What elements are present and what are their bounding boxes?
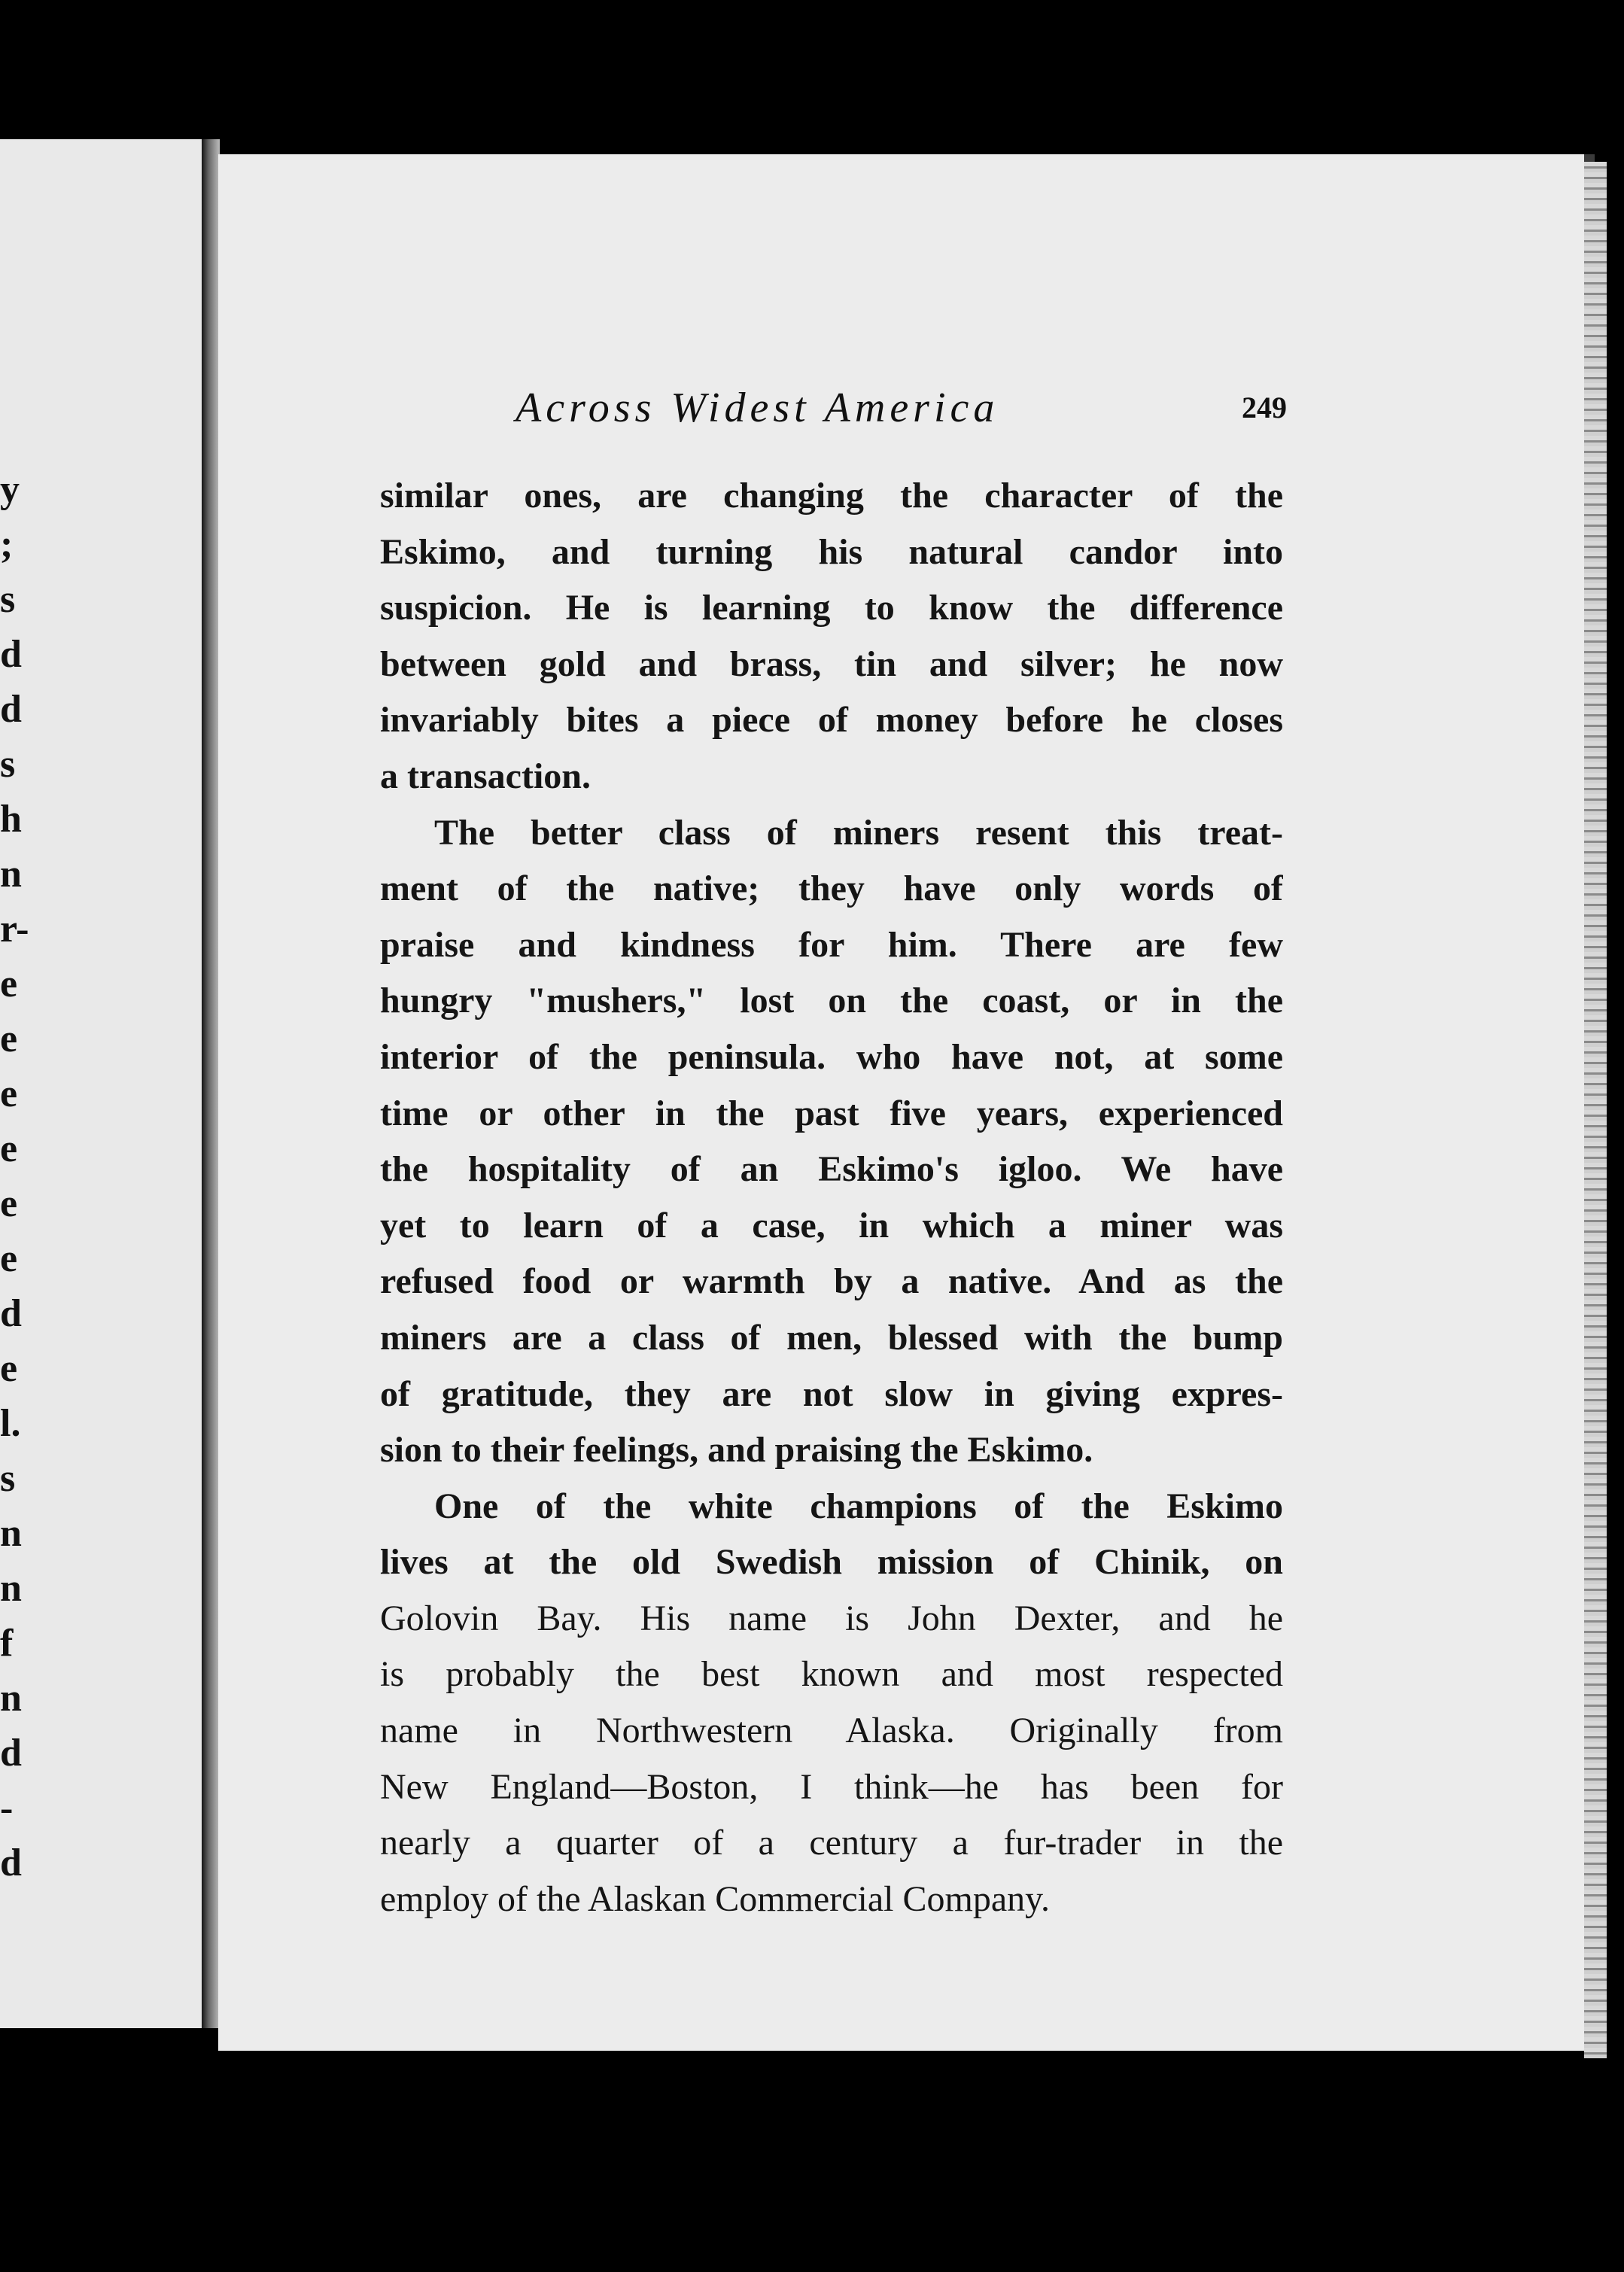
left-page-line-end: e	[0, 1017, 18, 1060]
left-page-line-end: h	[0, 798, 22, 841]
left-page-line-end: r-	[0, 908, 29, 950]
text-line: yet to learn of a case, in which a miner was	[380, 1205, 1283, 1245]
left-page-line-end: e	[0, 1072, 18, 1115]
text-line: suspicion. He is learning to know the difference	[380, 588, 1283, 628]
left-page-line-end: ;	[0, 523, 14, 566]
left-page-line-end: s	[0, 743, 16, 786]
left-page-line-end: f	[0, 1622, 14, 1665]
book-gutter	[202, 139, 220, 2028]
left-page-line-end: d	[0, 1292, 22, 1335]
left-page-line-end: e	[0, 1237, 18, 1280]
page-body	[380, 468, 1283, 1927]
text-line: The better class of miners resent this treat-	[434, 812, 1283, 853]
text-line: a transaction.	[380, 756, 591, 796]
left-page-line-end: e	[0, 963, 18, 1005]
text-line: the hospitality of an Eskimo's igloo. We have	[380, 1149, 1283, 1190]
left-page-line-end: e	[0, 1127, 18, 1170]
left-facing-page	[0, 139, 205, 2028]
left-page-line-end: n	[0, 853, 22, 896]
text-line: of gratitude, they are not slow in giving expres-	[380, 1373, 1283, 1414]
left-page-line-end: n	[0, 1512, 22, 1555]
text-line: name in Northwestern Alaska. Originally from	[380, 1711, 1283, 1751]
text-line: employ of the Alaskan Commercial Company.	[380, 1878, 1051, 1919]
left-page-line-end: e	[0, 1182, 18, 1225]
left-page-line-end: d	[0, 1842, 22, 1884]
running-title: Across Widest America	[515, 385, 999, 431]
left-page-line-end: -	[0, 1787, 14, 1829]
left-page-line-end: s	[0, 1457, 16, 1500]
text-line: interior of the peninsula. who have not, at some	[380, 1036, 1283, 1077]
text-line: praise and kindness for him. There are few	[380, 924, 1283, 965]
text-line: lives at the old Swedish mission of Chinik, on	[380, 1542, 1283, 1583]
text-line: sion to their feelings, and praising the Eskimo.	[380, 1430, 1093, 1471]
text-line: time or other in the past five years, experienced	[380, 1093, 1283, 1133]
left-page-line-end: e	[0, 1347, 18, 1390]
text-line: One of the white champions of the Eskimo	[434, 1486, 1283, 1526]
text-line: Eskimo, and turning his natural candor into	[380, 531, 1283, 572]
text-line: miners are a class of men, blessed with the bump	[380, 1317, 1283, 1358]
left-page-line-end: d	[0, 633, 22, 676]
page-edge	[1584, 162, 1607, 2058]
left-page-line-end: n	[0, 1567, 22, 1610]
text-line: is probably the best known and most respected	[380, 1654, 1283, 1695]
text-line: refused food or warmth by a native. And as the	[380, 1261, 1283, 1302]
left-page-line-end: d	[0, 688, 22, 731]
text-line: between gold and brass, tin and silver; he now	[380, 643, 1283, 684]
text-line: nearly a quarter of a century a fur-trader in the	[380, 1823, 1283, 1863]
text-line: invariably bites a piece of money before he closes	[380, 700, 1283, 741]
left-page-line-end: l.	[0, 1402, 21, 1445]
text-line: Golovin Bay. His name is John Dexter, and he	[380, 1598, 1283, 1638]
text-line: New England—Boston, I think—he has been for	[380, 1766, 1283, 1807]
text-line: ment of the native; they have only words of	[380, 868, 1283, 909]
text-line: similar ones, are changing the character of the	[380, 476, 1283, 516]
left-page-line-end: y	[0, 468, 20, 511]
left-page-line-end: d	[0, 1732, 22, 1775]
text-line: hungry "mushers," lost on the coast, or in the	[380, 981, 1283, 1021]
running-head	[515, 384, 1287, 436]
left-page-line-end: s	[0, 578, 16, 621]
left-page-line-end: n	[0, 1677, 22, 1720]
page-number: 249	[1242, 391, 1287, 424]
